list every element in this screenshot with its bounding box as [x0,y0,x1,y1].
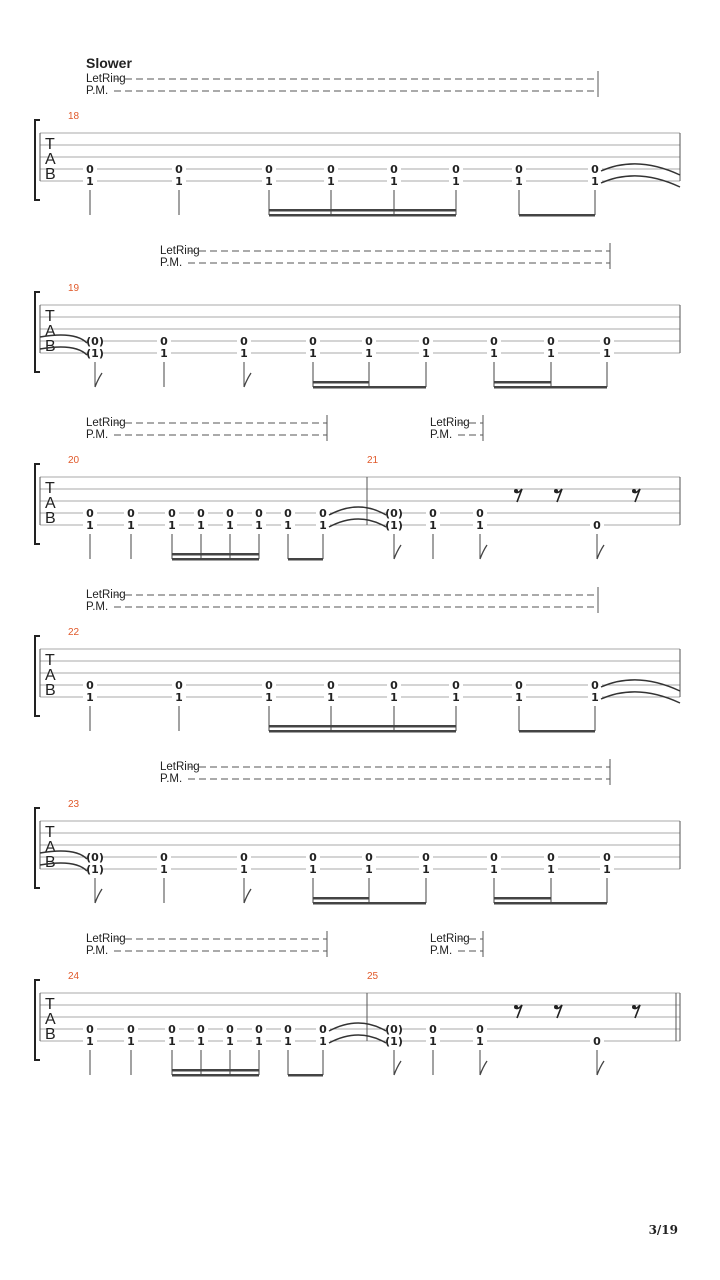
measure-number: 25 [367,971,379,982]
let-ring-label: LetRing [430,933,470,945]
fret-number: 1 [327,175,335,188]
fret-number: 0 [365,851,373,864]
fret-number: 0 [175,679,183,692]
tab-clef-letter: B [45,338,56,355]
fret-number: 0 [603,335,611,348]
eighth-flag [480,545,487,559]
fret-number: 0 [255,1023,263,1036]
fret-number: 0 [168,1023,176,1036]
fret-number: 0 [127,1023,135,1036]
fret-number: 0 [284,1023,292,1036]
fret-number: 0 [127,507,135,520]
beam [313,386,369,389]
fret-number: 1 [86,691,94,704]
tie-curve [329,1023,386,1031]
beam [313,902,369,905]
fret-number: 1 [175,691,183,704]
fret-number: 0 [265,679,273,692]
fret-number: 1 [197,519,205,532]
fret-number: 0 [86,163,94,176]
fret-number: 1 [127,1035,135,1048]
system-bracket [35,980,40,1060]
fret-number: 0 [593,519,601,532]
beam-secondary [172,1069,259,1072]
system-bracket [35,636,40,716]
beam [172,1074,259,1077]
beam [519,214,595,217]
fret-number: 1 [390,175,398,188]
fret-number: 1 [591,691,599,704]
fret-number: 1 [265,691,273,704]
eighth-rest-dot [554,489,558,493]
eighth-flag [244,889,251,903]
let-ring-label: LetRing [86,417,126,429]
fret-number: 1 [265,175,273,188]
fret-number: 0 [390,679,398,692]
fret-number: 0 [309,335,317,348]
palm-mute-label: P.M. [86,85,109,97]
fret-number: 0 [327,163,335,176]
tab-staff [35,464,680,544]
fret-number: (0) [385,507,403,520]
let-ring-label: LetRing [430,417,470,429]
fret-number: (1) [86,347,104,360]
beam [519,730,595,733]
eighth-flag [244,373,251,387]
fret-number: 1 [160,347,168,360]
eighth-flag [597,1061,604,1075]
fret-number: (0) [385,1023,403,1036]
tab-clef-letter: T [45,824,55,841]
tab-staff [35,120,680,200]
beam [369,902,426,905]
fret-number: 0 [255,507,263,520]
fret-number: 1 [86,519,94,532]
fret-number: 1 [476,519,484,532]
tab-staff [35,980,680,1060]
fret-number: 1 [490,347,498,360]
fret-number: 1 [429,1035,437,1048]
fret-number: 1 [309,347,317,360]
beam [494,386,551,389]
system-bracket [35,292,40,372]
eighth-flag [480,1061,487,1075]
fret-number: 1 [255,519,263,532]
tie-curve [329,1035,386,1043]
fret-number: 1 [547,347,555,360]
fret-number: 0 [603,851,611,864]
fret-number: 0 [422,851,430,864]
fret-number: 1 [240,347,248,360]
fret-number: 0 [476,507,484,520]
fret-number: 0 [86,1023,94,1036]
tab-clef-letter: A [45,667,56,684]
measure-number: 23 [68,799,80,810]
system-bracket [35,464,40,544]
tab-clef-letter: A [45,323,56,340]
eighth-flag [394,1061,401,1075]
fret-number: 1 [422,863,430,876]
fret-number: 1 [309,863,317,876]
fret-number: 1 [319,519,327,532]
fret-number: 0 [160,851,168,864]
tab-clef-letter: A [45,1011,56,1028]
beam-secondary [494,897,551,900]
fret-number: 0 [429,507,437,520]
fret-number: 0 [390,163,398,176]
palm-mute-label: P.M. [160,257,183,269]
fret-number: 0 [284,507,292,520]
fret-number: 1 [452,691,460,704]
fret-number: 1 [365,863,373,876]
fret-number: 1 [168,1035,176,1048]
beam [172,558,259,561]
tab-clef-letter: T [45,480,55,497]
fret-number: 0 [175,163,183,176]
system-bracket [35,120,40,200]
let-ring-label: LetRing [160,761,200,773]
measure-number: 19 [68,283,80,294]
fret-number: 1 [515,175,523,188]
tab-clef-letter: T [45,996,55,1013]
fret-number: 0 [240,851,248,864]
palm-mute-label: P.M. [430,429,453,441]
tab-staff [35,636,680,716]
fret-number: 1 [603,347,611,360]
fret-number: 1 [284,1035,292,1048]
page-number: 3/19 [648,1223,678,1237]
palm-mute-label: P.M. [430,945,453,957]
fret-number: 0 [365,335,373,348]
fret-number: 1 [226,1035,234,1048]
fret-number: 0 [476,1023,484,1036]
fret-number: 1 [175,175,183,188]
fret-number: 0 [452,163,460,176]
measure-number: 22 [68,627,80,638]
fret-number: (1) [86,863,104,876]
beam-secondary [313,381,369,384]
fret-number: 1 [255,1035,263,1048]
fret-number: (1) [385,1035,403,1048]
fret-number: 1 [429,519,437,532]
fret-number: 1 [197,1035,205,1048]
tie-curve [329,519,386,527]
fret-number: 0 [197,507,205,520]
fret-number: 0 [327,679,335,692]
tab-clef-letter: T [45,308,55,325]
fret-number: 0 [197,1023,205,1036]
tab-clef-letter: A [45,495,56,512]
fret-number: 1 [476,1035,484,1048]
palm-mute-label: P.M. [160,773,183,785]
let-ring-label: LetRing [86,589,126,601]
eighth-rest-dot [632,1005,636,1009]
beam-secondary [172,553,259,556]
fret-number: 0 [515,679,523,692]
fret-number: 1 [365,347,373,360]
eighth-flag [95,373,102,387]
eighth-rest-dot [554,1005,558,1009]
fret-number: 0 [319,507,327,520]
measure-number: 18 [68,111,80,122]
beam [551,386,607,389]
beam [288,1074,323,1077]
fret-number: 1 [86,1035,94,1048]
fret-number: 0 [429,1023,437,1036]
fret-number: 0 [160,335,168,348]
tempo-marking: Slower [86,55,132,71]
fret-number: 0 [240,335,248,348]
let-ring-label: LetRing [86,933,126,945]
palm-mute-label: P.M. [86,601,109,613]
fret-number: 0 [452,679,460,692]
tab-clef-letter: B [45,854,56,871]
fret-number: 0 [591,679,599,692]
fret-number: 1 [603,863,611,876]
eighth-flag [597,545,604,559]
fret-number: 1 [591,175,599,188]
fret-number: 0 [86,507,94,520]
fret-number: 1 [319,1035,327,1048]
fret-number: 0 [490,851,498,864]
fret-number: (0) [86,335,104,348]
fret-number: 0 [265,163,273,176]
tab-clef-letter: B [45,166,56,183]
fret-number: 0 [490,335,498,348]
beam [551,902,607,905]
eighth-rest-dot [514,1005,518,1009]
eighth-flag [95,889,102,903]
fret-number: 0 [226,507,234,520]
fret-number: 0 [86,679,94,692]
measure-number: 21 [367,455,379,466]
fret-number: 1 [327,691,335,704]
palm-mute-label: P.M. [86,429,109,441]
tab-clef-letter: A [45,151,56,168]
measure-number: 24 [68,971,80,982]
fret-number: 1 [160,863,168,876]
let-ring-label: LetRing [86,73,126,85]
fret-number: 1 [127,519,135,532]
measure-number: 20 [68,455,80,466]
fret-number: (0) [86,851,104,864]
palm-mute-label: P.M. [86,945,109,957]
fret-number: 0 [309,851,317,864]
fret-number: 0 [547,851,555,864]
tab-clef-letter: T [45,652,55,669]
fret-number: 0 [547,335,555,348]
fret-number: 0 [593,1035,601,1048]
fret-number: 1 [422,347,430,360]
fret-number: 0 [226,1023,234,1036]
fret-number: 1 [168,519,176,532]
beam-secondary [269,725,456,728]
let-ring-label: LetRing [160,245,200,257]
beam-secondary [494,381,551,384]
fret-number: 0 [319,1023,327,1036]
fret-number: 0 [515,163,523,176]
tab-clef-letter: B [45,510,56,527]
fret-number: (1) [385,519,403,532]
beam [494,902,551,905]
tab-clef-letter: A [45,839,56,856]
beam [369,386,426,389]
eighth-rest-dot [632,489,636,493]
beam-secondary [313,897,369,900]
tab-staff [35,808,680,888]
fret-number: 0 [422,335,430,348]
eighth-flag [394,545,401,559]
beam [288,558,323,561]
fret-number: 1 [284,519,292,532]
fret-number: 1 [240,863,248,876]
fret-number: 1 [547,863,555,876]
system-bracket [35,808,40,888]
fret-number: 1 [515,691,523,704]
fret-number: 1 [86,175,94,188]
fret-number: 0 [168,507,176,520]
fret-number: 1 [490,863,498,876]
eighth-rest-dot [514,489,518,493]
fret-number: 1 [390,691,398,704]
beam [269,214,456,217]
fret-number: 0 [591,163,599,176]
tab-clef-letter: B [45,682,56,699]
fret-number: 1 [452,175,460,188]
tab-staff [35,292,680,372]
fret-number: 1 [226,519,234,532]
beam-secondary [269,209,456,212]
beam [269,730,456,733]
tab-clef-letter: T [45,136,55,153]
tab-clef-letter: B [45,1026,56,1043]
tie-curve [329,507,386,515]
